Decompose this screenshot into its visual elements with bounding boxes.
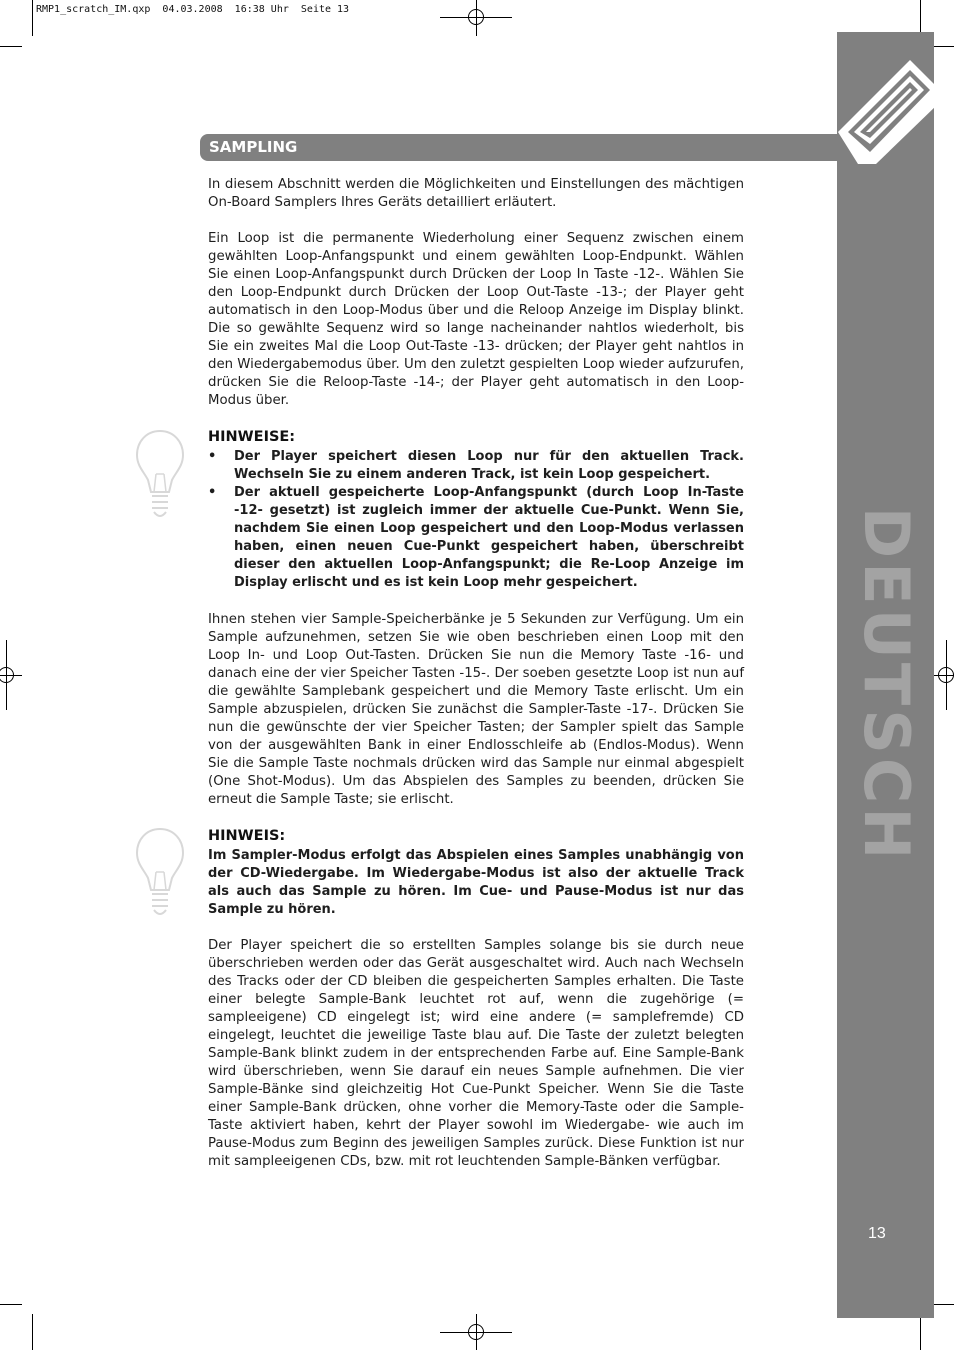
sample-banks-paragraph: Ihnen stehen vier Sample-Speicherbänke je 5 Sekunden zur Verfügung. Um ein Sample aufzunehmen, setzen Sie wie oben beschrieben einen Loop mit den Loop In- und Loop Out-Tasten. Drücken Sie nun die Memory Taste -16- und danach eine der vier Speicher Tasten -15-. Der soeben gesetzte Loop ist nun auf die gewählte Samplebank gespeichert und die Memory Taste erlischt. Um ein Sample abzuspielen, drücken Sie zunächst die Sampler-Taste -17-. Drücken Sie nun die gewünschte der vier Speicher Tasten; der Sampler spielt das Sample von der ausgewählten Bank in einer Endlosschleife ab (Endlos-Modus). Wenn Sie die Sample Taste nochmals drücken wird das Sample nur einmal abgespielt (One Shot-Modus). Um das Abspielen des Samples zu beenden, drücken Sie erneut die Sample Taste; sie erlischt. <box>208 612 744 807</box>
storage-paragraph: Der Player speichert die so erstellten Samples solange bis sie durch neue überschrieben werden oder das Gerät ausgeschaltet wird. Auch nach Wechseln des Tracks oder der CD bleiben die gespeicherten Samples erhalten. Die Taste einer belegte Sample-Bank leuchtet rot auf, wenn die zugehörige (= sampleeigene) CD eingelegt ist; wird eine andere (= samplefremde) CD eingelegt, leuchtet die jeweilige Taste blau auf. Die Taste der zuletzt belegten Sample-Bank blinkt zudem in der entsprechenden Farbe auf. Eine Sample-Bank wird überschrieben, wenn Sie darauf ein neues Sample aufnehmen. Die vier Sample-Bänke sind gleichzeitig Hot Cue-Punkt Speicher. Wenn Sie die Taste einer Sample-Bank drücken, ohne vorher die Memory-Taste oder die Sample-Taste aktiviert haben, kehrt der Player sowohl im Wiedergabe- wie auch im Pause-Modus zum Beginn des jeweiligen Samples zurück. Diese Funktion ist nur mit sampleeigenen CDs, bzw. mit rot leuchtenden Sample-Bänken verfügbar. <box>208 938 744 1169</box>
loop-paragraph: Ein Loop ist die permanente Wiederholung einer Sequenz zwischen einem gewählten Loop-Anfangspunkt und einem gewählten Loop-Endpunkt. Wählen Sie einen Loop-Anfangspunkt durch Drücken der Loop In Taste -12-. Wählen Sie den Loop-Endpunkt durch Drücken der Loop Out-Taste -13-; der Player geht automatisch in den Loop-Modus über und die Reloop Anzeige im Display blinkt. Die so gewählte Sequenz wird so lange nacheinander nahtlos wiederholt, bis Sie ein zweites Mal die Loop Out-Taste -13- drücken; der Player geht nahtlos in den Wiedergabemodus über. Um den zuletzt gespielten Loop wieder aufzurufen, drücken Sie die Reloop-Taste -14-; der Player geht automatisch in den Loop-Modus über. <box>208 231 744 408</box>
intro-paragraph: In diesem Abschnitt werden die Möglichkeiten und Einstellungen des mächtigen On-Board Samplers Ihres Geräts detailliert erläutert. <box>208 177 744 210</box>
hints-list <box>208 448 744 592</box>
hint-heading: HINWEIS: <box>208 828 286 844</box>
hint-paragraph: Im Sampler-Modus erfolgt das Abspielen eines Samples unabhängig von der CD-Wiedergabe. Im Wiedergabe-Modus ist also der aktuelle Track als auch das Sample zu hören. Im Cue- und Pause-Modus ist nur das Sample zu hören. <box>208 848 744 917</box>
list-item: • Der aktuell gespeicherte Loop-Anfangspunkt (durch Loop In-Taste -12- gesetzt) ist zugleich immer der aktuelle Cue-Punkt. Wenn Sie, nachdem Sie einen Loop gespeichert und den Loop-Modus verlassen haben, einen neuen Cue-Punkt gespeichert haben, überschreibt dieser den aktuellen Loop-Anfangspunkt; die Re-Loop Anzeige im Display erlischt und es ist kein Loop mehr gespeichert. <box>208 485 744 590</box>
brand-logo <box>826 34 938 164</box>
print-slug: RMP1_scratch_IM.qxp 04.03.2008 16:38 Uhr Seite 13 <box>36 4 350 15</box>
list-item: • Der Player speichert diesen Loop nur für den aktuellen Track. Wechseln Sie zu einem anderen Track, ist kein Loop gespeichert. <box>208 449 744 482</box>
section-title: SAMPLING <box>209 138 298 156</box>
sidebar-language-label: DEUTSCH <box>850 506 923 864</box>
light-bulb-icon <box>134 826 186 918</box>
light-bulb-icon <box>134 428 186 520</box>
hints-heading: HINWEISE: <box>208 429 296 445</box>
page-number: 13 <box>868 1225 886 1242</box>
